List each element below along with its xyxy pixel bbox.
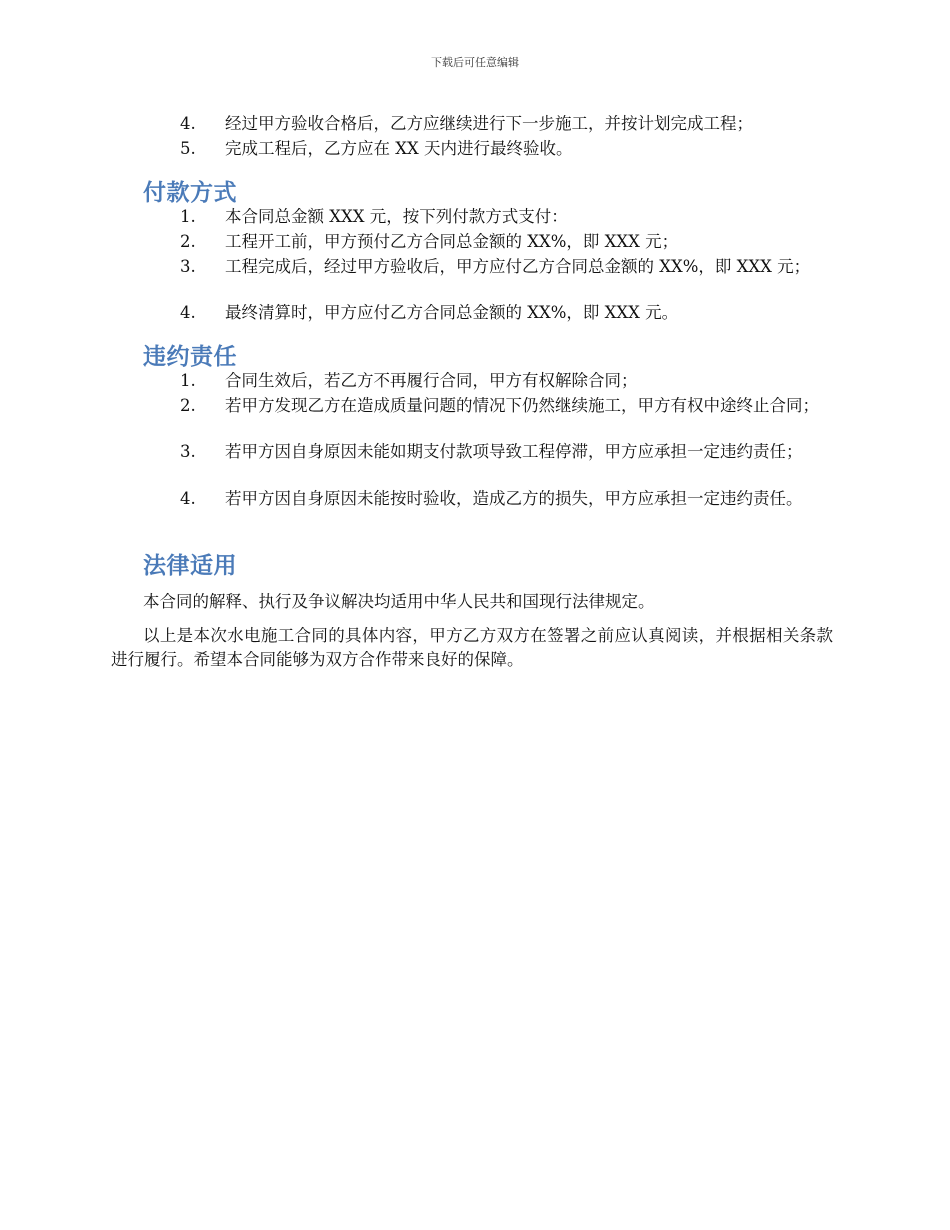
section-title-payment: 付款方式: [143, 180, 237, 206]
list-item-number: 3.: [180, 257, 196, 276]
list-item-text: 若甲方因自身原因未能如期支付款项导致工程停滞，甲方应承担一定违约责任；: [225, 442, 803, 461]
list-item: [150, 137, 840, 161]
list-item: [150, 230, 840, 254]
list-item-number: 4.: [180, 114, 196, 133]
list-item-number: 2.: [180, 232, 196, 251]
list-item: [150, 112, 840, 136]
list-item-text: 合同生效后，若乙方不再履行合同，甲方有权解除合同；: [225, 371, 638, 390]
law-paragraph: 本合同的解释、执行及争议解决均适用中华人民共和国现行法律规定。: [143, 592, 655, 611]
list-item-text: 若甲方发现乙方在造成质量问题的情况下仍然继续施工，甲方有权中途终止合同；: [225, 396, 819, 415]
list-item-text: 工程完成后，经过甲方验收后，甲方应付乙方合同总金额的 XX%，即 XXX 元；: [225, 257, 811, 276]
list-item-number: 3.: [180, 442, 196, 461]
list-item-text: 最终清算时，甲方应付乙方合同总金额的 XX%，即 XXX 元。: [225, 303, 679, 322]
list-item-text: 完成工程后，乙方应在 XX 天内进行最终验收。: [225, 139, 573, 158]
list-item-text: 工程开工前，甲方预付乙方合同总金额的 XX%，即 XXX 元；: [225, 232, 679, 251]
section-title-law: 法律适用: [143, 553, 237, 579]
closing-paragraph: 以上是本次水电施工合同的具体内容，甲方乙方双方在签署之前应认真阅读，并根据相关条款进行履行。希望本合同能够为双方合作带来良好的保障。: [111, 626, 833, 669]
section-title-breach: 违约责任: [143, 344, 237, 370]
page-header: 下载后可任意编辑: [431, 56, 519, 69]
list-item-number: 1.: [180, 207, 196, 226]
list-item: [150, 394, 840, 418]
list-item: [150, 440, 840, 464]
list-item-text: 若甲方因自身原因未能按时验收，造成乙方的损失，甲方应承担一定违约责任。: [225, 489, 803, 508]
list-item: [150, 301, 840, 325]
list-item-text: 本合同总金额 XXX 元，按下列付款方式支付：: [225, 207, 568, 226]
list-item: [150, 369, 840, 393]
list-item: [150, 255, 840, 279]
list-item: [150, 205, 840, 229]
list-item: [150, 487, 840, 511]
list-item-number: 5.: [180, 139, 196, 158]
list-item-number: 1.: [180, 371, 196, 390]
list-item-text: 经过甲方验收合格后，乙方应继续进行下一步施工，并按计划完成工程；: [225, 114, 753, 133]
list-item-number: 4.: [180, 489, 196, 508]
list-item-number: 2.: [180, 396, 196, 415]
list-item-number: 4.: [180, 303, 196, 322]
